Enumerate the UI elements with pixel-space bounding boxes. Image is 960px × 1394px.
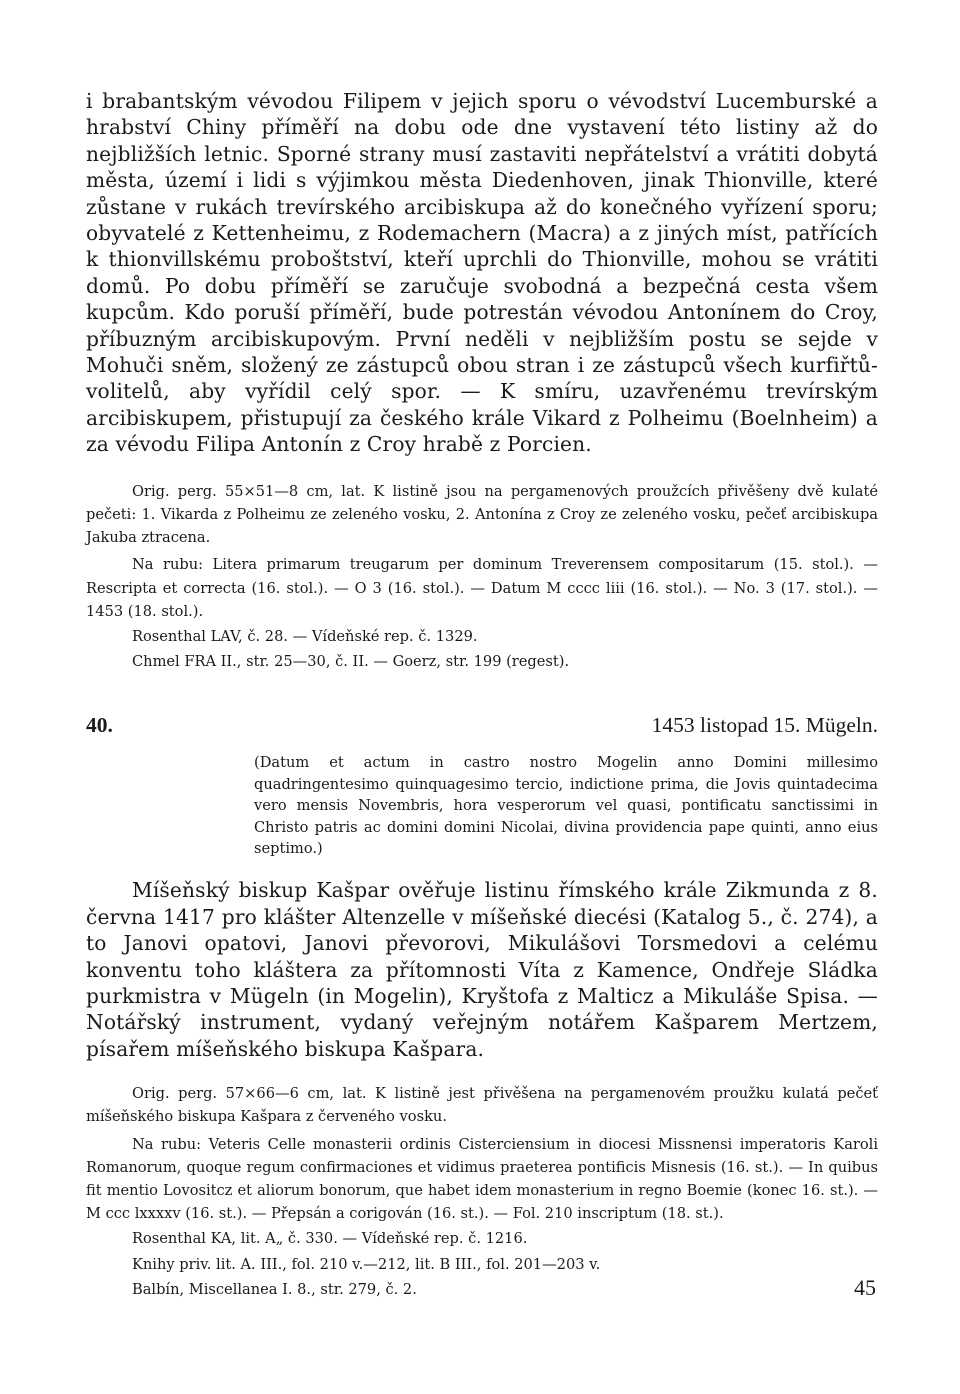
entry-39-reference-2: Chmel FRA II., str. 25—30, č. II. — Goerz, str. 199 (regest). (132, 653, 570, 671)
entry-39-body: i brabantským vévodou Filipem v jejich sporu o vévodství Lucemburské a hrabství Chiny příměří na dobu ode dne vystavení této listiny až do nejbližších letnic. Sporné strany musí zastaviti nepřátelství a vrátiti dobytá města, území i lidi s výjimkou města Diedenhoven, jinak Thionville, které zůstane v rukách trevírského arcibiskupa až do konečného vyřízení sporu; obyvatelé z Kettenheimu, z Rodemachern (Macra) a z jiných míst, patřících k thionvillskému proboštství, kteří uprchli do Thionville, mohou se vrátiti domů. Po dobu příměří se zaručuje svobodná a bezpečná cesta všem kupcům. Kdo poruší příměří, bude potrestán vévodou Antonínem do Croy, příbuzným arcibiskupovým. První neděli v nejbližším postu se sejde v Mohuči sněm, složený ze zástupců obou stran i ze zástupců všech kurfiřtů-volitelů, aby vyřídil celý spor. — K smíru, uzavřenému trevírským arcibiskupem, přistupují za českého krále Vikard z Polheimu (Boelnheim) a za vévodu Filipa Antonín z Croy hrabě z Porcien. (86, 89, 878, 457)
entry-40-reference-1: Rosenthal KA, lit. A„ č. 330. — Vídeňské rep. č. 1216. (132, 1230, 528, 1248)
entry-39-original-description: Orig. perg. 55×51—8 cm, lat. K listině jsou na pergamenových proužcích přivěšeny dvě kulaté pečeti: 1. Vikarda z Polheimu ze zeleného vosku, 2. Antonína z Croy ze zeleného vosku, pečeť arcibiskupa Jakuba ztracena. (86, 482, 878, 547)
entry-number: 40. (86, 713, 113, 738)
page-number: 45 (854, 1275, 876, 1300)
entry-40-body: Míšeňský biskup Kašpar ověřuje listinu římského krále Zikmunda z 8. června 1417 pro klášter Altenzelle v míšeňské diecési (Katalog 5., č. 274), a to Janovi opatovi, Janovi převorovi, Mikulášovi Torsmedovi a celému konventu toho kláštera za přítomnosti Víta z Kamence, Ondřeje Sládka purkmistra v Mügeln (in Mogelin), Kryštofa z Malticz a Mikuláše Spisa. — Notářský instrument, vydaný veřejným notářem Kašparem Mertzem, písařem míšeňského biskupa Kašpara. (86, 878, 878, 1061)
entry-40-notes (86, 1082, 878, 1301)
entry-40-header (86, 713, 878, 738)
entry-39-dorsal-notes: Na rubu: Litera primarum treugarum per dominum Treverensem compositarum (15. stol.). — Rescripta et correcta (16. stol.). — O 3 (16. stol.). — Datum M cccc liii (16. stol.). — No. 3 (17. stol.). — 1453 (18. stol.). (86, 556, 878, 620)
entry-39-notes (86, 480, 878, 674)
entry-40-original-description: Orig. perg. 57×66—6 cm, lat. K listině jest přivěšena na pergamenovém proužku kulatá pečeť míšeňského biskupa Kašpara z červeného vosku. (86, 1085, 878, 1126)
entry-40-reference-2: Knihy priv. lit. A. III., fol. 210 v.—212, lit. B III., fol. 201—203 v. (132, 1255, 601, 1273)
entry-40-dorsal-notes: Na rubu: Veteris Celle monasterii ordinis Cisterciensium in diocesi Missnensi imperatoris Karoli Romanorum, quoque regum confirmaciones et vidimus praeterea pontificis Misnesis (16. st.). — In quibus fit mentio Lovositcz et aliorum bonorum, que habet idem monasterium in regno Boemie (konec 16. st.). — M ccc lxxxxv (16. st.). — Přepsán a corigován (16. st.). — Fol. 210 inscriptum (18. st.). (86, 1135, 878, 1223)
entry-40-dating-clause: (Datum et actum in castro nostro Mogelin anno Domini millesimo quadringentesimo quinquagesimo tercio, indictione prima, die Jovis quintadecima vero mensis Novembris, hora vesperorum vel quasi, pontificatu sanctissimi in Christo patris ac domini domini Nicolai, divina providencia pape quinti, anno eius septimo.) (254, 754, 878, 857)
document-page (86, 88, 878, 1301)
entry-39-reference-1: Rosenthal LAV, č. 28. — Vídeňské rep. č. 1329. (132, 627, 478, 645)
entry-date-place: 1453 listopad 15. Mügeln. (651, 713, 878, 738)
entry-40-reference-3: Balbín, Miscellanea I. 8., str. 279, č. 2. (132, 1280, 417, 1298)
